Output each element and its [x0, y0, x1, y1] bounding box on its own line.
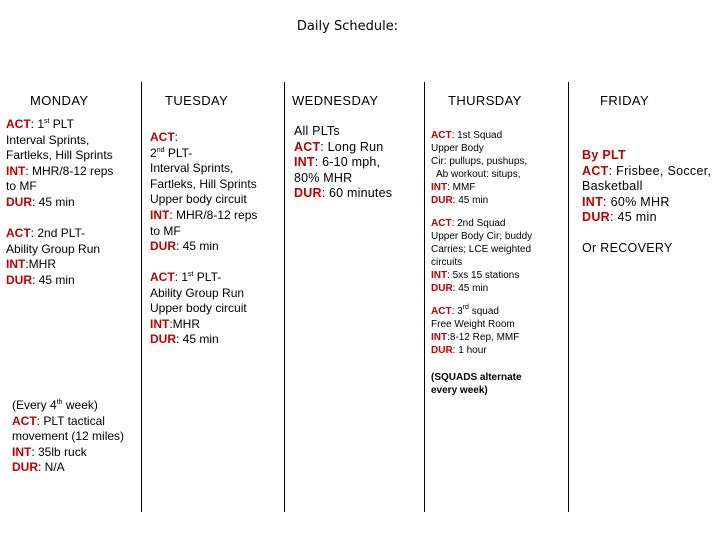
column-divider: [424, 82, 425, 512]
act-label: ACT: [6, 226, 31, 240]
thursday-note: (SQUADS alternate every week): [431, 372, 522, 396]
column-divider: [284, 82, 285, 512]
int-label: INT: [150, 316, 170, 331]
monday-block-2: ACT: 2nd PLT- Ability Group Run INT:MHR DUR: 45 min: [6, 226, 101, 287]
dur-label: DUR: [431, 283, 453, 294]
dur-label: DUR: [6, 272, 32, 287]
dur-label: DUR: [150, 332, 176, 347]
act-label: ACT: [431, 306, 452, 317]
int-label: INT: [431, 332, 448, 343]
int-label: INT: [431, 182, 448, 193]
dur-label: DUR: [6, 194, 32, 209]
act-label: ACT: [431, 130, 452, 141]
int-label: INT: [6, 163, 26, 178]
dur-label: DUR: [431, 345, 453, 356]
header-wednesday: WEDNESDAY: [292, 93, 379, 108]
header-tuesday: TUESDAY: [165, 93, 229, 108]
monday-block-1: ACT: 1st PLT Interval Sprints, Fartleks, Hill Sprints INT: MHR/8-12 reps to MF DUR: 45 min: [6, 117, 114, 209]
act-label: ACT: [6, 117, 31, 131]
wednesday-block: All PLTs ACT: Long Run INT: 6-10 mph, 80% MHR DUR: 60 minutes: [294, 124, 393, 201]
thursday-block-2: ACT: 2nd Squad Upper Body Cir; buddy Carries; LCE weighted circuits INT: 5xs 15 stations DUR: 45 min: [431, 218, 533, 294]
act-label: ACT: [431, 218, 452, 229]
header-thursday: THURSDAY: [448, 93, 522, 108]
dur-label: DUR: [431, 195, 453, 206]
act-label: ACT: [150, 130, 175, 144]
int-label: INT: [6, 257, 26, 272]
int-label: INT: [431, 270, 448, 281]
friday-block: By PLT ACT: Frisbee, Soccer, Basketball INT: 60% MHR DUR: 45 min: [582, 148, 712, 225]
friday-recovery: Or RECOVERY: [582, 241, 673, 255]
column-divider: [568, 82, 569, 512]
int-label: INT: [582, 194, 604, 209]
monday-block-3: (Every 4th week) ACT: PLT tactical movement (12 miles) INT: 35lb ruck DUR: N/A: [12, 398, 125, 475]
dur-label: DUR: [582, 210, 610, 225]
thursday-block-1: ACT: 1st Squad Upper Body Cir: pullups, pushups, Ab workout: situps, INT: MMF DUR: 45 min: [431, 130, 528, 206]
int-label: INT: [294, 155, 315, 170]
column-divider: [141, 82, 142, 512]
dur-label: DUR: [294, 186, 322, 201]
tuesday-block-2: ACT: 1st PLT- Ability Group Run Upper body circuit INT:MHR DUR: 45 min: [150, 270, 247, 347]
header-monday: MONDAY: [30, 93, 89, 108]
act-label: ACT: [150, 270, 175, 284]
int-label: INT: [150, 207, 170, 222]
header-friday: FRIDAY: [600, 93, 650, 108]
dur-label: DUR: [12, 460, 38, 475]
thursday-block-3: ACT: 3rd squad Free Weight Room INT:8-12 Rep, MMF DUR: 1 hour: [431, 304, 520, 356]
act-label: ACT: [294, 139, 321, 154]
page-title: Daily Schedule:: [296, 19, 399, 34]
tuesday-block-1: ACT: 2nd PLT- Interval Sprints, Fartleks, Hill Sprints Upper body circuit INT: MHR/8-12 reps to MF DUR: 45 min: [150, 130, 258, 254]
int-label: INT: [12, 444, 32, 459]
dur-label: DUR: [150, 239, 176, 254]
by-plt-label: By PLT: [582, 148, 626, 162]
act-label: ACT: [12, 413, 37, 428]
act-label: ACT: [582, 163, 609, 178]
